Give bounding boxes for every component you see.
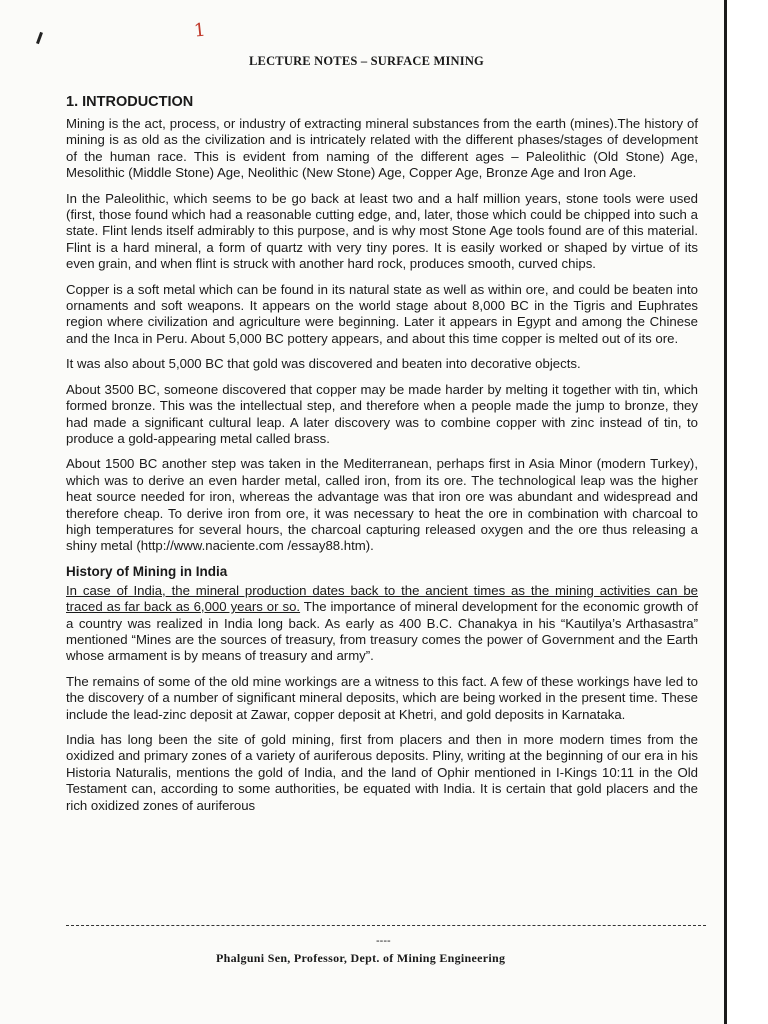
- document-body: [66, 94, 698, 823]
- handwritten-page-number: 1: [192, 19, 207, 42]
- history-paragraph-3: India has long been the site of gold mining, first from placers and then in more modern times from the oxidized and primary zones of a variety of auriferous deposits. Pliny, writing at the beginning of our era in his Historia Naturalis, mentions the gold of India, and the land of Ophir mentioned in I-Kings 10:11 in the Old Testament can, according to some authorities, be equated with India. It is certain that gold placers and the rich oxidized zones of auriferous: [66, 732, 698, 813]
- footer-divider: [66, 925, 706, 926]
- intro-paragraph-5: About 3500 BC, someone discovered that copper may be made harder by melting it together with tin, which formed bronze. This was the intellectual step, and therefore when a people made the jump to bronze, they had made a significant cultural leap. A later discovery was to combine copper with zinc instead of tin, to produce a gold-appearing metal called brass.: [66, 381, 698, 446]
- intro-paragraph-4: It was also about 5,000 BC that gold was discovered and beaten into decorative objects.: [66, 356, 581, 372]
- history-paragraph-1-rest: The importance of mineral development for the economic growth of a country was realized in India long back. As early as 400 B.C. Chanakya in his “Kautilya’s Arthasastra” mentioned “Mines are the sources of treasury, from treasury comes the power of Government and the Earth whose armament is by means of treasury and army”.: [66, 599, 698, 664]
- footer-dash: ----: [376, 935, 391, 947]
- history-paragraph-1: [66, 583, 698, 665]
- history-underlined-text: In case of India, the mineral production dates back to the ancient times as the mining activities can be traced as far back as 6,000 years or so.: [66, 582, 698, 615]
- intro-paragraph-1: Mining is the act, process, or industry of extracting mineral substances from the earth (mines).The history of mining is as old as the civilization and is intricately related with the different phases/stages of development of the human race. This is evident from naming of the different ages – Paleolithic (Old Stone) Age, Mesolithic (Middle Stone) Age, Neolithic (New Stone) Age, Copper Age, Bronze Age and Iron Age.: [66, 116, 698, 181]
- intro-paragraph-6: About 1500 BC another step was taken in the Mediterranean, perhaps first in Asia Minor (modern Turkey), which was to derive an even harder metal, called iron, from its ore. The technological leap was the higher heat source needed for iron, whereas the advantage was that iron ore was abundant and widespread and therefore cheap. To derive iron from ore, it was necessary to heat the ore in combination with charcoal to high temperatures for several hours, the charcoal capturing released oxygen and the ore thus releasing a shiny metal (http://www.naciente.com /essay88.htm).: [66, 456, 698, 554]
- pen-mark: [36, 32, 43, 44]
- page-edge: [724, 0, 768, 1024]
- page-title: LECTURE NOTES – SURFACE MINING: [249, 54, 484, 68]
- intro-paragraph-2: In the Paleolithic, which seems to be go back at least two and a half million years, stone tools were used (first, those found which had a reasonable cutting edge, and, later, those which could be chipped into such a state. Flint lends itself admirably to this purpose, and is why most Stone Age tools found are of this material. Flint is a hard mineral, a form of quartz with very tiny pores. It is easily worked or shaped by virtue of its even grain, and when flint is struck with another hard rock, produces smooth, curved chips.: [66, 190, 698, 272]
- intro-heading: 1. INTRODUCTION: [66, 94, 194, 110]
- intro-paragraph-3: Copper is a soft metal which can be found in its natural state as well as within ore, and could be beaten into ornaments and soft weapons. It appears on the world stage about 8,000 BC in the Tigris and Euphrates region where civilization and agriculture were beginning. Later it appears in Egypt and among the Chinese and the Inca in Peru. About 5,000 BC pottery appears, and about this time copper is melted out of its ore.: [66, 281, 698, 346]
- history-paragraph-2: The remains of some of the old mine workings are a witness to this fact. A few of these workings have led to the discovery of a number of significant mineral deposits, which are being worked in the present time. These include the lead-zinc deposit at Zawar, copper deposit at Khetri, and gold deposits in Karnataka.: [66, 673, 698, 722]
- footer-credit: Phalguni Sen, Professor, Dept. of Mining Engineering: [216, 951, 506, 965]
- history-heading: History of Mining in India: [66, 563, 228, 579]
